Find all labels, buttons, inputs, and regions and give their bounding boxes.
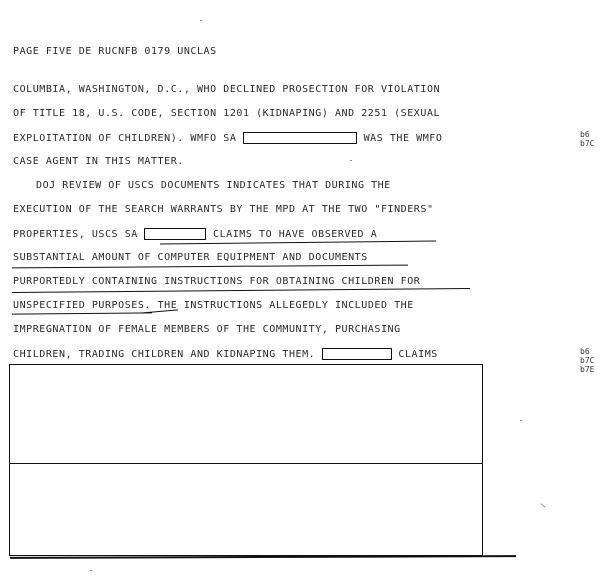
text-line-7 <box>13 228 377 241</box>
redaction-box <box>243 132 357 144</box>
text-line-7-start: PROPERTIES, USCS SA <box>13 229 138 240</box>
text-line-9: PURPORTEDLY CONTAINING INSTRUCTIONS FOR OBTAINING CHILDREN FOR <box>13 276 421 287</box>
text-line-3 <box>13 132 442 145</box>
text-line-7-end: CLAIMS TO HAVE OBSERVED A <box>213 229 378 240</box>
redaction-box <box>322 348 392 360</box>
text-line-10-end: THE INSTRUCTIONS ALLEGEDLY INCLUDED THE <box>157 300 414 311</box>
text-line-2: OF TITLE 18, U.S. CODE, SECTION 1201 (KIDNAPING) AND 2251 (SEXUAL <box>13 108 441 119</box>
exemption-code: b7E <box>580 365 595 374</box>
text-line-11: IMPREGNATION OF FEMALE MEMBERS OF THE COMMUNITY, PURCHASING <box>13 324 401 335</box>
redaction-block-lower <box>9 463 483 556</box>
exemption-code-group-2 <box>580 347 594 374</box>
exemption-code: b7C <box>580 356 595 365</box>
text-line-4: CASE AGENT IN THIS MATTER. <box>13 156 184 167</box>
text-line-8: SUBSTANTIAL AMOUNT OF COMPUTER EQUIPMENT AND DOCUMENTS <box>13 252 368 263</box>
handwritten-underline <box>160 241 436 245</box>
scan-speck <box>540 503 545 508</box>
text-line-12-end: CLAIMS <box>398 349 438 360</box>
scan-speck <box>90 570 92 571</box>
handwritten-underline <box>12 312 152 314</box>
text-line-1: COLUMBIA, WASHINGTON, D.C., WHO DECLINED PROSECTION FOR VIOLATION <box>13 84 441 95</box>
exemption-code-group-1 <box>580 130 594 148</box>
text-line-12-start: CHILDREN, TRADING CHILDREN AND KIDNAPING THEM. <box>13 349 316 360</box>
text-line-3-end: WAS THE WMFO <box>363 133 443 144</box>
exemption-code: b6 <box>580 347 590 356</box>
page-header: PAGE FIVE DE RUCNFB 0179 UNCLAS <box>13 46 217 57</box>
handwritten-underline <box>12 288 470 293</box>
text-line-10-start: UNSPECIFIED PURPOSES. <box>13 300 151 311</box>
exemption-code: b6 <box>580 130 590 139</box>
redaction-block-upper <box>9 364 483 464</box>
scan-speck <box>520 420 522 421</box>
scan-speck <box>200 20 202 21</box>
text-line-3-start: EXPLOITATION OF CHILDREN). WMFO SA <box>13 133 237 144</box>
text-line-10 <box>13 300 414 312</box>
exemption-code: b7C <box>580 139 595 148</box>
scan-speck <box>350 160 352 161</box>
redaction-box <box>144 228 206 240</box>
text-line-6: EXECUTION OF THE SEARCH WARRANTS BY THE MPD AT THE TWO "FINDERS" <box>13 204 434 215</box>
text-line-5: DOJ REVIEW OF USCS DOCUMENTS INDICATES THAT DURING THE <box>36 180 391 191</box>
text-line-12 <box>13 348 438 361</box>
handwritten-underline <box>12 265 408 269</box>
